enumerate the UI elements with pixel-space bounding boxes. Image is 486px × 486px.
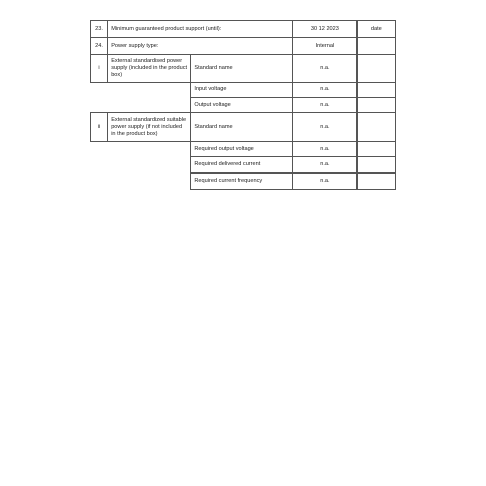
row-23-label-text: Minimum guaranteed product support (until):	[111, 25, 222, 32]
row-ii-number	[90, 112, 108, 142]
row-ii-item-3-value-text: n.a.	[320, 177, 330, 184]
row-i-item-1-unit	[357, 82, 396, 98]
row-i-item-1-value-text: n.a.	[320, 86, 330, 93]
row-ii-item-3-name-text: Required current frequency	[194, 177, 263, 184]
row-i-label-text: External standardised power supply (included in the product box)	[111, 58, 188, 79]
row-23-number	[90, 20, 108, 38]
row-ii-item-1-value	[292, 141, 357, 157]
row-ii-item-0-name-text: Standard name	[194, 123, 233, 130]
row-ii-item-2-name-text: Required delivered current	[194, 161, 261, 168]
row-i-item-2-value	[292, 97, 357, 113]
row-i-item-1-name	[190, 82, 293, 98]
row-24-label	[107, 37, 293, 55]
row-ii-item-0-value	[292, 112, 357, 142]
row-i-item-0-name	[190, 54, 293, 83]
row-24-label-text: Power supply type:	[111, 42, 159, 49]
row-ii-item-1-name	[190, 141, 293, 157]
row-ii-item-2-value	[292, 156, 357, 173]
row-i-item-0-unit	[357, 54, 396, 83]
row-i-label	[107, 54, 191, 83]
row-23-number-text: 23.	[95, 25, 103, 32]
row-ii-item-1-name-text: Required output voltage	[194, 145, 254, 152]
row-23-value	[292, 20, 357, 38]
row-i-item-2-name-text: Output voltage	[194, 101, 231, 108]
row-ii-item-0-value-text: n.a.	[320, 123, 330, 130]
row-24-number-text: 24.	[95, 42, 103, 49]
row-i-item-0-value	[292, 54, 357, 83]
row-23-unit-text: date	[370, 25, 382, 32]
row-i-item-0-value-text: n.a.	[320, 65, 330, 72]
row-23-label	[107, 20, 293, 38]
row-ii-item-3-value	[292, 173, 357, 190]
row-ii-item-1-value-text: n.a.	[320, 145, 330, 152]
row-i-number-text: i	[98, 65, 100, 72]
row-ii-item-0-unit	[357, 112, 396, 142]
row-i-item-2-value-text: n.a.	[320, 101, 330, 108]
row-ii-item-2-name	[190, 156, 293, 173]
row-ii-item-0-name	[190, 112, 293, 142]
row-24-value	[292, 37, 357, 55]
row-ii-label-text: External standardized suitable power supply (if not included in the product box)	[111, 116, 187, 137]
row-ii-item-3-unit	[357, 173, 396, 190]
row-ii-item-1-unit	[357, 141, 396, 157]
row-i-item-0-name-text: Standard name	[194, 65, 233, 72]
row-ii-number-text: ii	[97, 123, 101, 130]
row-i-item-2-unit	[357, 97, 396, 113]
row-ii-item-2-unit	[357, 156, 396, 173]
row-23-value-text: 30 12 2023	[310, 25, 339, 32]
row-ii-item-3-name	[190, 173, 293, 190]
row-24-unit	[357, 37, 396, 55]
row-i-item-1-value	[292, 82, 357, 98]
row-24-value-text: Internal	[315, 42, 335, 49]
row-i-item-2-name	[190, 97, 293, 113]
row-ii-label	[107, 112, 191, 142]
row-23-unit	[357, 20, 396, 38]
row-24-number	[90, 37, 108, 55]
row-i-item-1-name-text: Input voltage	[194, 86, 227, 93]
row-i-number	[90, 54, 108, 83]
row-ii-item-2-value-text: n.a.	[320, 161, 330, 168]
